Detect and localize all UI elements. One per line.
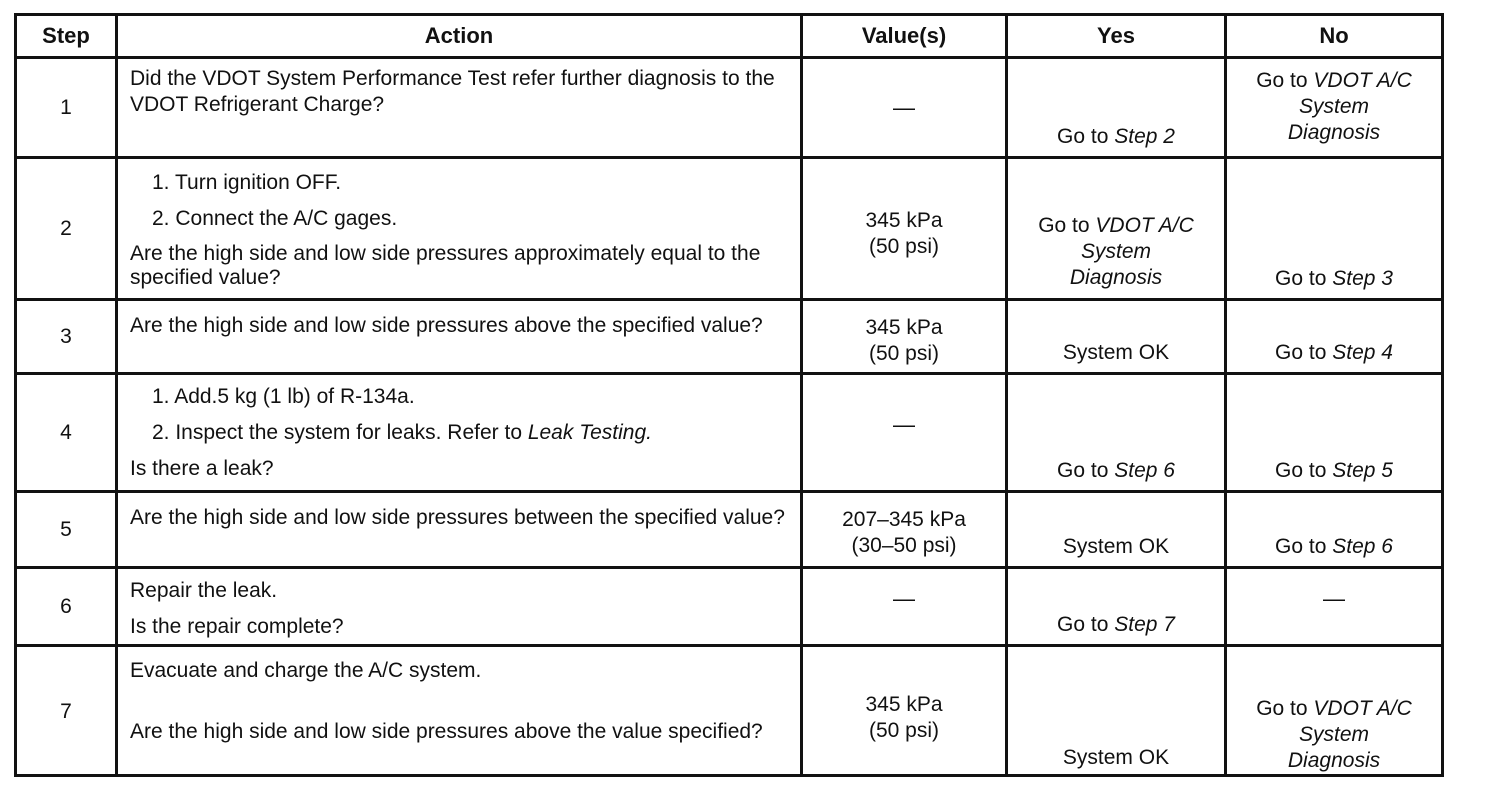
no-ref-link-3: Diagnosis	[1287, 121, 1381, 144]
no-step-link: Step 5	[1332, 459, 1393, 482]
value-text: —	[893, 94, 915, 120]
action-cell	[118, 170, 800, 290]
action-item: 1. Add.5 kg (1 lb) of R-134a.	[152, 385, 415, 408]
value-text: 207–345 kPa	[842, 508, 966, 531]
row-divider	[17, 56, 1441, 59]
yes-cell	[1008, 375, 1224, 490]
value-text: (50 psi)	[868, 235, 940, 258]
step-number: 7	[60, 700, 72, 723]
action-item: 1. Turn ignition OFF.	[152, 171, 342, 194]
action-cell	[118, 384, 800, 482]
no-text: —	[1323, 586, 1345, 611]
yes-text: Go to	[1038, 214, 1096, 237]
yes-text: System OK	[1062, 341, 1170, 364]
no-cell	[1227, 159, 1441, 298]
yes-text: Go to	[1057, 125, 1115, 148]
value-text: (50 psi)	[868, 342, 940, 365]
action-item-text: 2. Inspect the system for leaks. Refer to	[152, 421, 528, 444]
value-cell	[803, 208, 1005, 260]
action-cell	[118, 578, 800, 640]
no-cell	[1227, 375, 1441, 490]
no-ref-link-3: Diagnosis	[1287, 749, 1381, 772]
action-line: Repair the leak.	[130, 579, 278, 602]
no-cell	[1227, 696, 1441, 774]
yes-ref-link-2: System	[1080, 240, 1151, 263]
yes-step-link: Step 2	[1114, 125, 1175, 148]
value-text: 345 kPa	[865, 316, 943, 339]
no-cell	[1227, 493, 1441, 566]
value-text: (50 psi)	[868, 719, 940, 742]
action-question: Are the high side and low side pressures above the value specified?	[130, 720, 763, 743]
no-text: Go to	[1256, 69, 1314, 92]
value-text: 345 kPa	[865, 693, 943, 716]
yes-cell	[1008, 493, 1224, 566]
step-number: 6	[60, 594, 72, 618]
action-item: 2. Connect the A/C gages.	[152, 207, 398, 230]
no-text: Go to	[1275, 341, 1333, 364]
action-question: Are the high side and low side pressures approximately equal to the specified value?	[130, 242, 761, 289]
no-step-link: Step 3	[1332, 267, 1393, 290]
action-question: Is there a leak?	[130, 457, 274, 480]
yes-cell	[1008, 213, 1224, 291]
action-question: Did the VDOT System Performance Test refer further diagnosis to the VDOT Refrigerant Charge?	[130, 67, 775, 116]
value-cell	[803, 315, 1005, 367]
value-cell	[803, 507, 1005, 559]
no-ref-link-2: System	[1298, 723, 1369, 746]
header-step: Step	[42, 23, 90, 48]
no-ref-link: VDOT A/C	[1313, 697, 1412, 720]
header-no: No	[1319, 23, 1349, 48]
no-text: Go to	[1275, 267, 1333, 290]
value-cell	[803, 375, 1005, 475]
value-cell	[803, 59, 1005, 156]
yes-text: Go to	[1057, 459, 1115, 482]
no-cell	[1227, 569, 1441, 629]
header-yes: Yes	[1097, 23, 1135, 48]
yes-ref-link: VDOT A/C	[1095, 214, 1194, 237]
action-item	[130, 420, 790, 446]
no-text: Go to	[1275, 459, 1333, 482]
step-number: 1	[60, 95, 72, 119]
action-line: Evacuate and charge the A/C system.	[130, 659, 482, 682]
leak-testing-link: Leak Testing.	[527, 421, 652, 444]
yes-step-link: Step 6	[1114, 459, 1175, 482]
yes-text: System OK	[1062, 746, 1170, 769]
step-number: 2	[60, 216, 72, 240]
yes-cell	[1008, 59, 1224, 156]
value-text: 345 kPa	[865, 209, 943, 232]
yes-cell	[1008, 647, 1224, 777]
step-number: 5	[60, 517, 72, 541]
no-cell	[1227, 68, 1441, 146]
row-divider	[17, 644, 1441, 647]
no-step-link: Step 6	[1332, 535, 1393, 558]
value-text: (30–50 psi)	[851, 534, 957, 557]
header-values: Value(s)	[861, 23, 947, 48]
value-text: —	[893, 412, 915, 437]
action-question: Is the repair complete?	[130, 615, 344, 638]
no-ref-link: VDOT A/C	[1313, 69, 1412, 92]
value-cell	[803, 569, 1005, 629]
value-cell	[803, 692, 1005, 744]
action-question: Are the high side and low side pressures between the specified value?	[130, 506, 785, 529]
no-text: Go to	[1256, 697, 1314, 720]
yes-text: System OK	[1062, 535, 1170, 558]
no-step-link: Step 4	[1332, 341, 1393, 364]
yes-text: Go to	[1057, 613, 1115, 636]
yes-cell	[1008, 301, 1224, 372]
step-number: 4	[60, 420, 72, 444]
action-question: Are the high side and low side pressures above the specified value?	[130, 314, 763, 337]
no-ref-link-2: System	[1298, 95, 1369, 118]
no-text: Go to	[1275, 535, 1333, 558]
yes-step-link: Step 7	[1114, 613, 1175, 636]
value-text: —	[893, 586, 915, 611]
step-number: 3	[60, 324, 72, 348]
yes-cell	[1008, 569, 1224, 644]
no-cell	[1227, 301, 1441, 372]
diagnostic-table	[14, 13, 1444, 777]
action-cell	[118, 658, 800, 744]
header-action: Action	[424, 23, 494, 48]
yes-ref-link-3: Diagnosis	[1069, 266, 1163, 289]
